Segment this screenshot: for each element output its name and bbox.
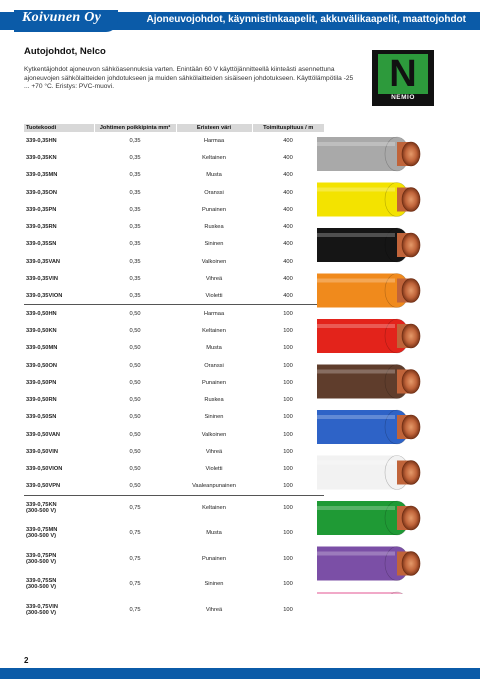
nemio-logo (372, 50, 434, 106)
cross-section-cell: 0,50 (129, 379, 141, 386)
voltage-rating: (300-500 V) (26, 584, 57, 591)
product-code-cell (24, 426, 94, 443)
table-row (24, 374, 324, 391)
cross-section-cell: 0,50 (94, 305, 176, 322)
delivery-length-cell: 400 (283, 293, 293, 300)
wire-highlight (317, 461, 395, 465)
insulation-color-cell: Violetti (205, 293, 223, 300)
cross-section-cell: 0,35 (129, 224, 141, 231)
table-row (24, 340, 324, 357)
insulation-color-cell: Violetti (205, 466, 223, 473)
delivery-length-cell: 100 (283, 483, 293, 490)
insulation-color-cell: Oranssi (204, 189, 224, 196)
cross-section-cell: 0,50 (129, 397, 141, 404)
wire-sample (317, 456, 420, 490)
column-header-length: Toimituspituus / m (252, 124, 324, 132)
delivery-length-cell: 100 (283, 345, 293, 352)
product-code-cell (24, 521, 94, 547)
insulation-color-cell: Vihreä (205, 606, 223, 613)
cross-section-cell: 0,50 (129, 414, 141, 421)
delivery-length-cell: 400 (283, 224, 293, 231)
product-code-cell (24, 322, 94, 339)
insulation-color-cell: Harmaa (203, 137, 225, 144)
insulation-color-cell: Vihreä (205, 448, 223, 455)
cross-section-cell: 0,35 (129, 206, 141, 213)
table-row (24, 201, 324, 218)
table-row (24, 218, 324, 235)
delivery-length-cell: 400 (283, 241, 293, 248)
product-code: 339-0,35RN (26, 224, 57, 231)
wire-highlight (317, 142, 395, 146)
voltage-rating: (300-500 V) (26, 558, 57, 565)
wire-highlight (317, 506, 395, 510)
insulation-color-cell: Musta (206, 172, 222, 179)
copper-conductor-end (402, 188, 420, 212)
product-code-cell (24, 132, 94, 149)
table-row (24, 443, 324, 460)
delivery-length-cell: 100 (283, 448, 293, 455)
wire-sample (317, 319, 420, 353)
delivery-length-cell: 400 (283, 137, 293, 144)
product-code: 339-0,75VIN (26, 603, 58, 610)
wire-highlight (317, 188, 395, 192)
product-code: 339-0,50VAN (26, 431, 61, 438)
wire-highlight (317, 552, 395, 556)
product-code-cell (24, 218, 94, 235)
column-header-code: Tuotekoodi (24, 124, 94, 132)
delivery-length-cell: 100 (283, 327, 293, 334)
column-header-size: Johtimen poikkipinta mm² (94, 124, 176, 132)
product-code-cell (24, 391, 94, 408)
header-title: Ajoneuvojohdot, käynnistinkaapelit, akkuvälikaapelit, maattojohdot (146, 14, 466, 25)
delivery-length-cell: 400 (283, 206, 293, 213)
delivery-length-cell: 100 (283, 555, 293, 562)
insulation-color-cell: Musta (206, 530, 222, 537)
insulation-color-cell: Keltainen (202, 154, 226, 161)
product-code-cell (24, 495, 94, 521)
wire-insulation (317, 592, 397, 594)
product-code-cell (24, 184, 94, 201)
copper-conductor-end (402, 233, 420, 257)
table-body (24, 132, 324, 623)
product-code: 339-0,75PN (26, 552, 57, 559)
insulation-color-cell: Harmaa (176, 305, 252, 322)
cross-section-cell: 0,35 (129, 189, 141, 196)
wire-sample (317, 137, 420, 171)
product-code: 339-0,35MN (26, 172, 58, 179)
cross-section-cell: 0,35 (129, 241, 141, 248)
product-code-cell (24, 443, 94, 460)
intro-text: Kytkentäjohdot ajoneuvon sähköasennuksia varten. Enintään 60 V käyttöjännitteellä kiinteästi asennettuna ajoneuvojen sähkölaitteiden johdotukseen ja muiden sähkölaitteiden sisäiseen johdotukseen. Käyttölämpötila -25 ... +70 °C. Eristys: PVC-muovi. (24, 66, 354, 91)
product-code: 339-0,50PN (26, 379, 57, 386)
product-code-cell (24, 236, 94, 253)
product-code-cell (24, 149, 94, 166)
product-code-cell (24, 478, 94, 495)
wire-sample (317, 274, 420, 308)
delivery-length-cell: 400 (283, 258, 293, 265)
company-logo: Koivunen Oy (22, 10, 102, 25)
table-row (24, 495, 324, 521)
product-code-cell (24, 572, 94, 598)
table-row (24, 461, 324, 478)
product-code: 339-0,50KN (26, 327, 57, 334)
copper-conductor-end (402, 279, 420, 303)
cross-section-cell: 0,50 (129, 483, 141, 490)
cross-section-cell: 0,50 (129, 345, 141, 352)
product-code-cell (24, 253, 94, 270)
delivery-length-cell: 400 (283, 189, 293, 196)
delivery-length-cell: 100 (283, 530, 293, 537)
cross-section-cell: 0,35 (129, 154, 141, 161)
product-code: 339-0,50RN (26, 397, 57, 404)
product-code-cell (24, 409, 94, 426)
table-row (24, 149, 324, 166)
product-code: 339-0,50VPN (26, 483, 61, 490)
cross-section-cell: 0,75 (129, 555, 141, 562)
product-code: 339-0,50VION (26, 466, 63, 473)
column-header-color: Eristeen väri (176, 124, 252, 132)
product-code: 339-0,50VIN (26, 448, 58, 455)
table-row (24, 357, 324, 374)
insulation-color-cell: Vaaleanpunainen (192, 483, 236, 490)
product-code: 339-0,50SN (26, 414, 57, 421)
insulation-color-cell: Valkoinen (201, 258, 227, 265)
delivery-length-cell: 100 (283, 362, 293, 369)
copper-conductor-end (402, 461, 420, 485)
cross-section-cell: 0,35 (129, 137, 141, 144)
wire-highlight (317, 279, 395, 283)
delivery-length-cell: 100 (252, 305, 324, 322)
cross-section-cell: 0,35 (129, 258, 141, 265)
wire-samples-illustration (317, 124, 480, 594)
delivery-length-cell: 400 (283, 172, 293, 179)
delivery-length-cell: 100 (283, 379, 293, 386)
wire-highlight (317, 233, 395, 237)
cross-section-cell: 0,35 (129, 172, 141, 179)
table-row (24, 409, 324, 426)
insulation-color-cell: Keltainen (176, 495, 252, 521)
delivery-length-cell: 100 (252, 495, 324, 521)
cross-section-cell: 0,35 (129, 276, 141, 283)
table-row (24, 597, 324, 623)
product-code: 339-0,75KN (26, 502, 57, 509)
product-code-cell (24, 270, 94, 287)
table-row (24, 132, 324, 149)
wire-highlight (317, 324, 395, 328)
table-row (24, 288, 324, 305)
product-code-cell (24, 357, 94, 374)
cross-section-cell: 0,50 (129, 327, 141, 334)
insulation-color-cell: Sininen (204, 581, 224, 588)
insulation-color-cell: Musta (206, 345, 222, 352)
table-row (24, 167, 324, 184)
insulation-color-cell: Sininen (204, 241, 224, 248)
insulation-color-cell: Punainen (201, 555, 227, 562)
table-row (24, 521, 324, 547)
voltage-rating: (300-500 V) (26, 609, 57, 616)
product-code: 339-0,35SN (26, 241, 57, 248)
insulation-color-cell: Punainen (201, 206, 227, 213)
product-code: 339-0,35VAN (26, 258, 61, 265)
product-code: 339-0,50ON (26, 362, 57, 369)
insulation-color-cell: Punainen (201, 379, 227, 386)
cross-section-cell: 0,50 (129, 466, 141, 473)
page-header (0, 0, 480, 40)
product-code: 339-0,50HN (26, 310, 57, 317)
page-number: 2 (24, 656, 29, 665)
table-row (24, 426, 324, 443)
insulation-color-cell: Keltainen (202, 327, 226, 334)
delivery-length-cell: 100 (283, 431, 293, 438)
insulation-color-cell: Vihreä (205, 276, 223, 283)
wire-sample (317, 592, 420, 594)
voltage-rating: (300-500 V) (26, 508, 57, 515)
wire-highlight (317, 415, 395, 419)
insulation-color-cell: Oranssi (204, 362, 224, 369)
cross-section-cell: 0,35 (129, 293, 141, 300)
wire-sample (317, 365, 420, 399)
product-code-cell (24, 167, 94, 184)
copper-conductor-end (402, 552, 420, 576)
table-row (24, 270, 324, 287)
table-row (24, 391, 324, 408)
product-code: 339-0,35KN (26, 154, 57, 161)
product-code-cell (24, 288, 94, 305)
wire-sample (317, 547, 420, 581)
product-code-cell (24, 201, 94, 218)
wire-sample (317, 410, 420, 444)
product-code: 339-0,50MN (26, 345, 58, 352)
table-row (24, 236, 324, 253)
product-code: 339-0,35VION (26, 293, 63, 300)
product-code: 339-0,75SN (26, 578, 57, 585)
delivery-length-cell: 400 (283, 154, 293, 161)
table-row (24, 478, 324, 495)
wire-sample (317, 501, 420, 535)
cross-section-cell: 0,75 (129, 530, 141, 537)
wire-highlight (317, 370, 395, 374)
table-row (24, 253, 324, 270)
insulation-color-cell: Valkoinen (201, 431, 227, 438)
voltage-rating: (300-500 V) (26, 533, 57, 540)
delivery-length-cell: 100 (283, 397, 293, 404)
cross-section-cell: 0,50 (129, 431, 141, 438)
delivery-length-cell: 100 (283, 581, 293, 588)
product-code-cell (24, 546, 94, 572)
cross-section-cell: 0,75 (94, 495, 176, 521)
delivery-length-cell: 100 (283, 606, 293, 613)
table-row (24, 572, 324, 598)
wire-sample (317, 183, 420, 217)
product-table (24, 124, 324, 623)
copper-conductor-end (402, 415, 420, 439)
section-title: Autojohdot, Nelco (24, 46, 106, 57)
product-code-cell (24, 305, 94, 322)
delivery-length-cell: 100 (283, 466, 293, 473)
table-header-row (24, 124, 324, 132)
copper-conductor-end (402, 370, 420, 394)
wire-sample (317, 228, 420, 262)
delivery-length-cell: 400 (283, 276, 293, 283)
table-row (24, 322, 324, 339)
cross-section-cell: 0,75 (129, 606, 141, 613)
product-code-cell (24, 374, 94, 391)
table-row (24, 546, 324, 572)
product-code: 339-0,35PN (26, 206, 57, 213)
product-code-cell (24, 597, 94, 623)
cross-section-cell: 0,75 (129, 581, 141, 588)
product-code: 339-0,75MN (26, 527, 58, 534)
insulation-color-cell: Ruskea (204, 224, 224, 231)
copper-conductor-end (402, 324, 420, 348)
product-code-cell (24, 461, 94, 478)
insulation-color-cell: Sininen (204, 414, 224, 421)
product-code: 339-0,35ON (26, 189, 57, 196)
table-row (24, 305, 324, 322)
nemio-logo-word: NEMIO (391, 94, 415, 101)
cross-section-cell: 0,50 (129, 448, 141, 455)
product-code: 339-0,35HN (26, 137, 57, 144)
table-row (24, 184, 324, 201)
copper-conductor-end (402, 142, 420, 166)
insulation-color-cell: Ruskea (204, 397, 224, 404)
product-code-cell (24, 340, 94, 357)
product-code: 339-0,35VIN (26, 276, 58, 283)
copper-conductor-end (402, 506, 420, 530)
footer-bar (0, 668, 480, 679)
nemio-logo-letter: N (378, 54, 428, 94)
cross-section-cell: 0,50 (129, 362, 141, 369)
delivery-length-cell: 100 (283, 414, 293, 421)
